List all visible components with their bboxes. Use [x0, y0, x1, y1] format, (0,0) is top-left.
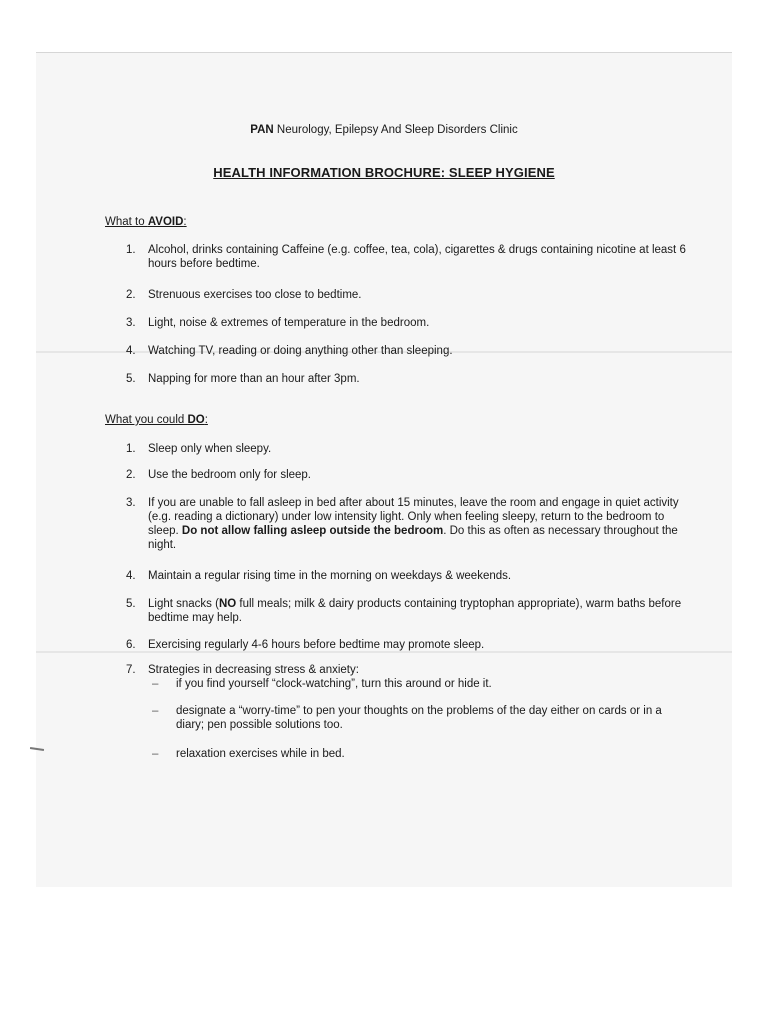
do-item: 1. Sleep only when sleepy. [126, 443, 272, 455]
do-item: 5. Light snacks (NO full meals; milk & dairy products containing tryptophan appropriate), warm baths before bedtime may help. [126, 597, 686, 625]
clinic-name [36, 123, 732, 137]
brochure-title: HEALTH INFORMATION BROCHURE: SLEEP HYGIENE [213, 165, 555, 180]
clinic-name-bold: PAN [250, 124, 274, 136]
do-item: 3. If you are unable to fall asleep in bed after about 15 minutes, leave the room and engage in quiet activity (e.g. reading a dictionary) under low intensity light. Only when feeling sleepy, return to the bedroom to sleep. Do not allow falling asleep outside the bedroom. Do this as often as necessary throughout the night. [126, 496, 686, 552]
do-item-3-text: If you are unable to fall asleep in bed after about 15 minutes, leave the room and engage in quiet activity (e.g. reading a dictionary) under low intensity light. Only when feeling sleepy, return to the bedroom to sleep. Do not allow falling asleep outside the bedroom. Do this as often as necessary throughout the night. [148, 497, 679, 551]
strategy-sub-item: – designate a “worry-time” to pen your thoughts on the problems of the day either on cards or in a diary; pen possible solutions too. [152, 705, 662, 731]
do-item-5-text: Light snacks (NO full meals; milk & dairy products containing tryptophan appropriate), warm baths before bedtime may help. [148, 598, 682, 624]
avoid-item: 3. Light, noise & extremes of temperature in the bedroom. [126, 317, 430, 329]
avoid-item: 5. Napping for more than an hour after 3pm. [126, 373, 360, 385]
document-page [36, 52, 732, 887]
avoid-item: 4. Watching TV, reading or doing anything other than sleeping. [126, 345, 453, 357]
do-heading: What you could DO: [105, 414, 208, 426]
strategy-sub-item: – relaxation exercises while in bed. [152, 748, 345, 760]
avoid-item: 2. Strenuous exercises too close to bedtime. [126, 289, 362, 301]
do-item: 2. Use the bedroom only for sleep. [126, 469, 312, 481]
strategy-sub-item: – if you find yourself “clock-watching”, turn this around or hide it. [152, 678, 492, 690]
clinic-name-rest: Neurology, Epilepsy And Sleep Disorders Clinic [273, 124, 518, 136]
do-item: 4. Maintain a regular rising time in the morning on weekdays & weekends. [126, 570, 512, 582]
do-item: 7. Strategies in decreasing stress & anxiety: [126, 664, 359, 676]
do-item: 6. Exercising regularly 4-6 hours before bedtime may promote sleep. [126, 639, 485, 651]
avoid-item: 1. Alcohol, drinks containing Caffeine (e.g. coffee, tea, cola), cigarettes & drugs containing nicotine at least 6 hours before bedtime. [126, 244, 686, 270]
avoid-heading: What to AVOID: [105, 216, 187, 228]
